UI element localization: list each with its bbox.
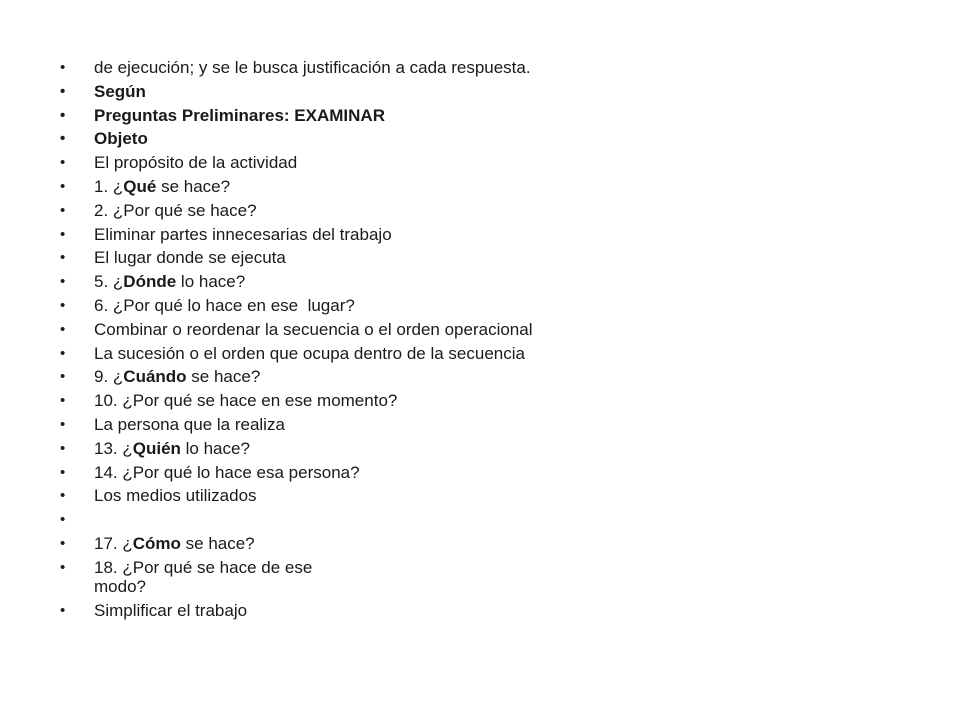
bullet-item: • Objeto (60, 129, 533, 148)
bullet-item (60, 558, 533, 596)
bullet-item (60, 439, 533, 458)
bullet-item (60, 367, 533, 386)
question-suffix: se hace? (186, 367, 261, 387)
question-keyword: Qué (123, 176, 157, 196)
bullet-item: • 2. ¿Por qué se hace? (60, 201, 533, 220)
question-prefix: 17. ¿ (94, 533, 133, 553)
bullet-list (60, 58, 533, 624)
bullet-item: • El lugar donde se ejecuta (60, 248, 533, 267)
bullet-item: • 10. ¿Por qué se hace en ese momento? (60, 391, 533, 410)
bullet-item: • Eliminar partes innecesarias del trabajo (60, 225, 533, 244)
bullet-item (60, 272, 533, 291)
bullet-item: • Preguntas Preliminares: EXAMINAR (60, 106, 533, 125)
bullet-item: • El propósito de la actividad (60, 153, 533, 172)
question-keyword: Cómo (132, 533, 181, 553)
question-keyword: Cuándo (123, 367, 187, 387)
question-prefix: 9. ¿ (94, 367, 124, 387)
question-prefix: 1. ¿ (94, 176, 124, 196)
question-prefix: 5. ¿ (94, 272, 124, 292)
bullet-item-wrapped-text: 18. ¿Por qué se hace de ese modo? (94, 557, 313, 596)
question-keyword: Quién (132, 438, 181, 458)
question-suffix: se hace? (156, 176, 231, 196)
bullet-item (60, 177, 533, 196)
question-suffix: lo hace? (180, 438, 250, 458)
question-suffix: lo hace? (176, 272, 246, 292)
bullet-item: • 14. ¿Por qué lo hace esa persona? (60, 463, 533, 482)
bullet-item-empty (60, 510, 533, 529)
bullet-item: • La sucesión o el orden que ocupa dentro de la secuencia (60, 344, 533, 363)
bullet-item (60, 534, 533, 553)
bullet-item: • de ejecución; y se le busca justificación a cada respuesta. (60, 58, 533, 77)
question-prefix: 13. ¿ (94, 438, 133, 458)
bullet-item: • Los medios utilizados (60, 486, 533, 505)
question-suffix: se hace? (180, 533, 255, 553)
bullet-item: • Simplificar el trabajo (60, 601, 533, 620)
bullet-item: • 6. ¿Por qué lo hace en ese lugar? (60, 296, 533, 315)
bullet-item: • Según (60, 82, 533, 101)
bullet-item: • Combinar o reordenar la secuencia o el orden operacional (60, 320, 533, 339)
bullet-item: • La persona que la realiza (60, 415, 533, 434)
question-keyword: Dónde (123, 272, 177, 292)
